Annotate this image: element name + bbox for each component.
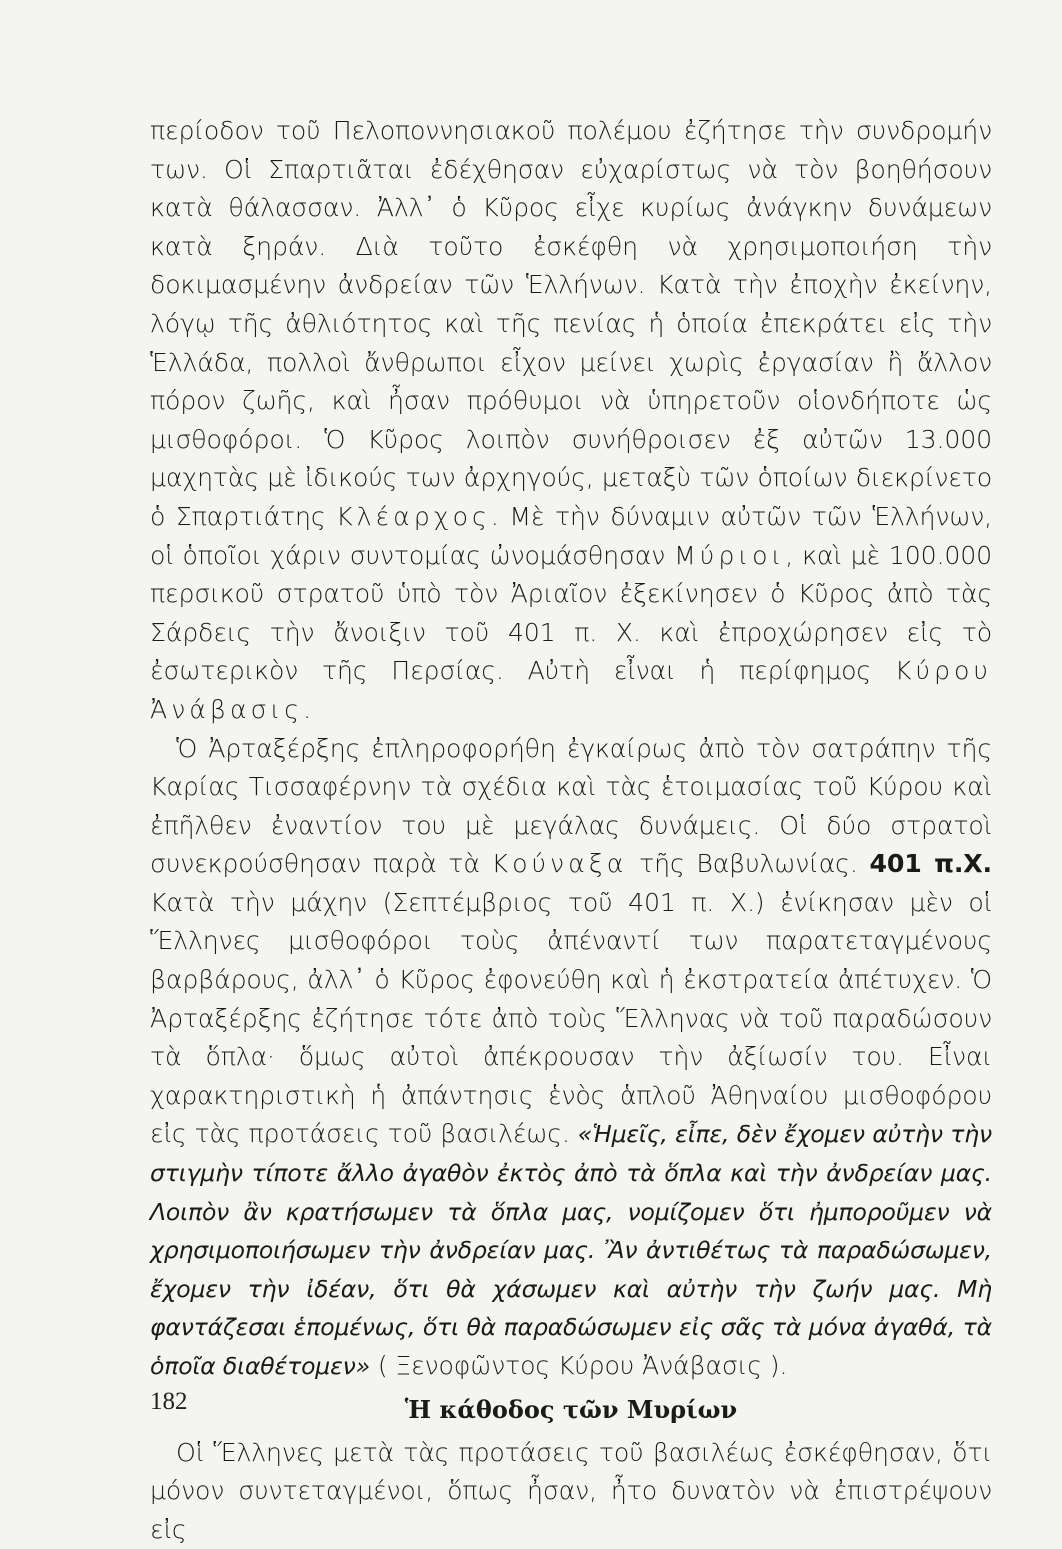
paragraph-cyrus-mercenaries [150, 112, 992, 730]
spaced-name-myrioi: Μύριοι [674, 540, 786, 570]
page-number: 182 [150, 1388, 188, 1415]
text-run: . Μὲ τὴν δύναμιν αὐτῶν τῶν Ἑλλήνων, οἱ ὁποῖοι χάριν συντομίας ὠνομάσθησαν [150, 501, 993, 570]
page-body [150, 112, 992, 1549]
quotation: «Ἡμεῖς, εἶπε, δὲν ἔχομεν αὐτὴν τὴν στιγμὴν τίποτε ἄλλο ἀγαθὸν ἐκτὸς ἀπὸ τὰ ὅπλα καὶ τὴν ἀνδρείαν μας. Λοιπὸν ἂν κρατήσωμεν τὰ ὅπλα μας, νομίζομεν ὅτι ἠμποροῦμεν νὰ χρησιμοποιήσωμεν τὴν ἀνδρείαν μας. Ἂν ἀντιθέτως τὰ παραδώσωμεν, ἔχομεν τὴν ἰδέαν, ὅτι θὰ χάσωμεν καὶ αὐτὴν τὴν ζωήν μας. Μὴ φαντάζεσαι ἑπομένως, ὅτι θὰ παραδώσωμεν εἰς σᾶς τὰ μόνα ἀγαθά, τὰ ὁποῖα διαθέτομεν» [150, 1120, 992, 1380]
paragraph-battle-kounaxa [150, 730, 992, 1386]
spaced-name-kounaxa: Κούναξα [491, 849, 628, 879]
paragraph-descent: Οἱ Ἕλληνες μετὰ τὰς προτάσεις τοῦ βασιλέως ἐσκέφθησαν, ὅτι μόνον συντεταγμένοι, ὅπως ἦσαν, ἦτο δυνατὸν νὰ ἐπιστρέψουν εἰς [150, 1437, 992, 1544]
text-run: . [303, 694, 311, 724]
text-run: Κατὰ τὴν μάχην (Σεπτέμβριος τοῦ 401 π. Χ.) ἐνίκησαν μὲν οἱ Ἕλληνες μισθοφόροι τοὺς ἀπέναντί των παρατεταγμένους βαρβάρους, ἀλλ᾽ ὁ Κῦρος ἐφονεύθη καὶ ἡ ἐκστρατεία ἀπέτυχεν. Ὁ Ἀρταξέρξης ἐζήτησε τότε ἀπὸ τοὺς Ἕλληνας νὰ τοῦ παραδώσουν τὰ ὅπλα· ὅμως αὐτοὶ ἀπέκρουσαν τὴν ἀξίωσίν του. Εἶναι χαρακτηριστικὴ ἡ ἀπάντησις ἑνὸς ἁπλοῦ Ἀθηναίου μισθοφόρου εἰς τὰς προτάσεις τοῦ βασιλέως. [150, 887, 992, 1149]
citation: ( Ξενοφῶντος Κύρου Ἀνάβασις ). [369, 1351, 788, 1380]
text-run: , καὶ μὲ 100.000 περσικοῦ στρατοῦ ὑπὸ τὸν Ἀριαῖον ἐξεκίνησεν ὁ Κῦρος ἀπὸ τὰς Σάρδεις τὴν ἄνοιξιν τοῦ 401 π. Χ. καὶ ἐπροχώρησεν εἰς τὸ ἐσωτερικὸν τῆς Περσίας. Αὐτὴ εἶναι ἡ περίφημος [150, 540, 992, 686]
spaced-name-klearchos: Κλέαρχος [336, 501, 491, 531]
year-marker: 401 π.Χ. [869, 849, 992, 879]
text-run: περίοδον τοῦ Πελοποννησιακοῦ πολέμου ἐζήτησε τὴν συνδρομήν των. Οἱ Σπαρτιᾶται ἐδέχθησαν εὐχαρίστως νὰ τὸν βοηθήσουν κατὰ θάλασσαν. Ἀλλ᾽ ὁ Κῦρος εἶχε κυρίως ἀνάγκην δυνάμεων κατὰ ξηράν. Διὰ τοῦτο ἐσκέφθη νὰ χρησιμοποιήση τὴν δοκιμασμένην ἀνδρείαν τῶν Ἑλλήνων. Κατὰ τὴν ἐποχὴν ἐκείνην, λόγῳ τῆς ἀθλιότητος καὶ τῆς πενίας ἡ ὁποία ἐπεκράτει εἰς τὴν Ἑλλάδα, πολλοὶ ἄνθρωποι εἶχον μείνει χωρὶς ἐργασίαν ἢ ἄλλον πόρον ζωῆς, καὶ ἦσαν πρόθυμοι νὰ ὑπηρετοῦν οἱονδήποτε ὡς μισθοφόροι. Ὁ Κῦρος λοιπὸν συνήθροισεν ἐξ αὐτῶν 13.000 μαχητὰς μὲ ἰδικούς των ἀρχηγούς, μεταξὺ τῶν ὁποίων διεκρίνετο ὁ Σπαρτιάτης [150, 116, 992, 531]
text-run: τῆς Βαβυλωνίας. [627, 849, 870, 879]
section-heading: Ἡ κάθοδος τῶν Μυρίων [404, 1394, 738, 1424]
spaced-title-anabasis: Κύρου Ἀνάβασις [150, 656, 992, 724]
text-run: Ὁ Ἀρταξέρξης ἐπληροφορήθη ἐγκαίρως ἀπὸ τὸν σατράπην τῆς Καρίας Τισσαφέρνην τὰ σχέδια καὶ τὰς ἑτοιμασίας τοῦ Κύρου καὶ ἐπῆλθεν ἐναντίον του μὲ μεγάλας δυνάμεις. Οἱ δύο στρατοὶ συνεκρούσθησαν παρὰ τὰ [150, 733, 992, 879]
